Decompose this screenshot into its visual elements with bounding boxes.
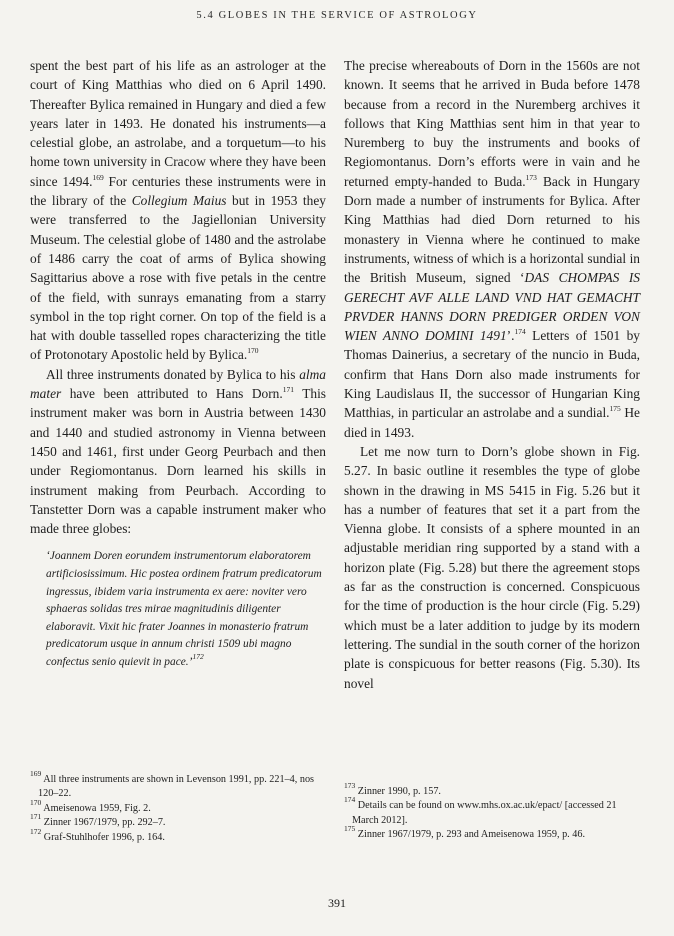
italic-text: DAS CHOMPAS IS GERECHT AVF ALLE LAND VND HAT GEMACHT PRVDER HANNS DORN PREDIGER ORDEN VON WIEN ANNO DOMINI 1491: [344, 270, 640, 344]
footnote-ref[interactable]: 169: [92, 172, 104, 182]
text-run: All three instruments donated by Bylica to his: [46, 366, 300, 382]
footnote-ref[interactable]: 173: [525, 172, 537, 182]
paragraph: [30, 56, 326, 365]
text-run: ’.: [506, 328, 515, 344]
footnote-text: Details can be found on www.mhs.ox.ac.uk/epact/ [accessed 21 March 2012].: [352, 800, 617, 826]
italic-text: Collegium Maius: [131, 193, 227, 209]
footnote-number: 169: [30, 769, 42, 778]
footnote-number: 174: [344, 795, 356, 805]
footnote-text: Ameisenowa 1959, Fig. 2.: [41, 802, 151, 814]
paragraph: [344, 56, 640, 442]
text-run: but in 1953 they were transferred to the Jagiellonian University Museum. The celestial globe of 1480 and the astrolabe of 1486 carry the coat of arms of Bylica showing Sagittarius above a rose with five petals in the centre of the field, with sunrays emanating from a starry symbol in the top right corner. On top of the field is a hat with double tasselled ropes characterizing the title of Protonotary Apostolic held by Bylica.: [30, 193, 326, 363]
footnotes-right: [344, 781, 640, 843]
footnote: [344, 781, 640, 799]
text-run: The precise whereabouts of Dorn in the 1560s are not known. It seems that he arrived in Buda before 1478 because from a record in the Nuremberg archives it follows that King Matthias sent him in that year to Nuremberg to buy the instruments and books of Regiomontanus. Dorn’s efforts were in vain and he returned empty-handed to Buda.: [344, 58, 640, 189]
footnote-ref[interactable]: 175: [609, 404, 621, 414]
text-run: For centuries these instruments were in the library of the: [30, 173, 326, 209]
text-run: have been attributed to Hans Dorn.: [61, 386, 283, 402]
footnote-ref[interactable]: 174: [514, 327, 526, 337]
left-column: [30, 56, 326, 672]
paragraph: Let me now turn to Dorn’s globe shown in Fig. 5.27. In basic outline it resembles the type of globe shown in the drawing in MS 5415 in Fig. 5.26 but it has a number of features that set it a part from the Vienna globe. It consists of a sphere mounted in an adjustable meridian ring supported by a stand with a horizon plate (Fig. 5.28) but there the agreement stops as far as the construction is concerned. Conspicuous for the time of production is the hour circle (Fig. 5.29) which must be a later addition to judge by its modern lettering. The sundial in the south corner of the horizon plate is conspicuous for better reasons (Fig. 5.30). Its novel: [344, 443, 640, 691]
italic-text: alma mater: [30, 366, 326, 402]
text-run: This instrument maker was born in Austria between 1430 and 1440 and studied astronomy in Vienna between 1450 and 1461, first under Georg Peurbach and then under Regiomontanus. Dorn learned his skills in instrument making from Peurbach. According to Tanstetter Dorn was a capable instrument maker who made three globes:: [30, 386, 326, 537]
footnote-text: Zinner 1990, p. 157.: [355, 786, 441, 797]
running-head: 5.4 GLOBES IN THE SERVICE OF ASTROLOGY: [196, 10, 478, 21]
right-column: [344, 56, 640, 693]
text-run: Back in Hungary Dorn made a number of instruments for Bylica. After King Matthias had died Dorn returned to his monastery in Vienna where he continued to make instruments, witness of which is a horizontal sundial in the British Museum, signed ‘: [344, 173, 641, 286]
footnote-text: Zinner 1967/1979, pp. 292–7.: [41, 817, 166, 829]
footnotes-left: [30, 769, 326, 845]
footnote: [30, 797, 326, 816]
text-run: Letters of 1501 by Thomas Dainerius, a secretary of the nuncio in Buda, confirm that Hans Dorn also made instruments for King Laudislaus II, the successor of Hungarian King Matthias, in particular an astrolabe and a sundial.: [344, 328, 640, 421]
footnote-number: 171: [30, 812, 42, 822]
footnote-number: 172: [30, 826, 42, 836]
footnote-ref[interactable]: 172: [192, 651, 204, 661]
text-run: spent the best part of his life as an astrologer at the court of King Matthias who died on 6 April 1490. Thereafter Bylica remained in Hungary and died a few years later in 1493. He donated his instruments—a celestial globe, an astrolabe, and a torquetum—to his home town university in Cracow where they have been since 1494.: [30, 58, 326, 189]
footnote: [344, 824, 640, 842]
footnote-number: 175: [344, 824, 356, 834]
footnote-ref[interactable]: 171: [282, 385, 294, 395]
footnote: [344, 795, 640, 828]
footnote-number: 173: [344, 781, 356, 790]
footnote: [30, 812, 326, 830]
footnote: [30, 769, 326, 802]
block-quote: [46, 548, 326, 671]
footnote-ref[interactable]: 170: [247, 346, 259, 356]
text-run: He died in 1493.: [344, 405, 640, 440]
footnote-text: All three instruments are shown in Levenson 1991, pp. 221–4, nos 120–22.: [38, 774, 315, 800]
footnote-text: Graf-Stuhlhofer 1996, p. 164.: [41, 831, 165, 843]
footnote-text: Zinner 1967/1979, p. 293 and Ameisenowa 1959, p. 46.: [355, 829, 586, 841]
page-number: 391: [328, 896, 346, 910]
quote-text: ‘Joannem Doren eorundem instrumentorum elaboratorem artificiosissimum. Hic postea ordinem fratrum predicatorum ingressus, ibidem varia instrumenta ex aere: noviter vero sphaeras solidas tres mirae magnitudinis diligenter elaboravit. Vixit hic frater Joannes in monasterio fratrum predicatorum usque in annum christi 1509 ubi magno confectus senio quievit in pace.’: [46, 550, 322, 668]
footnote: [30, 826, 326, 845]
footnote-number: 170: [30, 797, 42, 807]
paragraph: [30, 365, 326, 539]
